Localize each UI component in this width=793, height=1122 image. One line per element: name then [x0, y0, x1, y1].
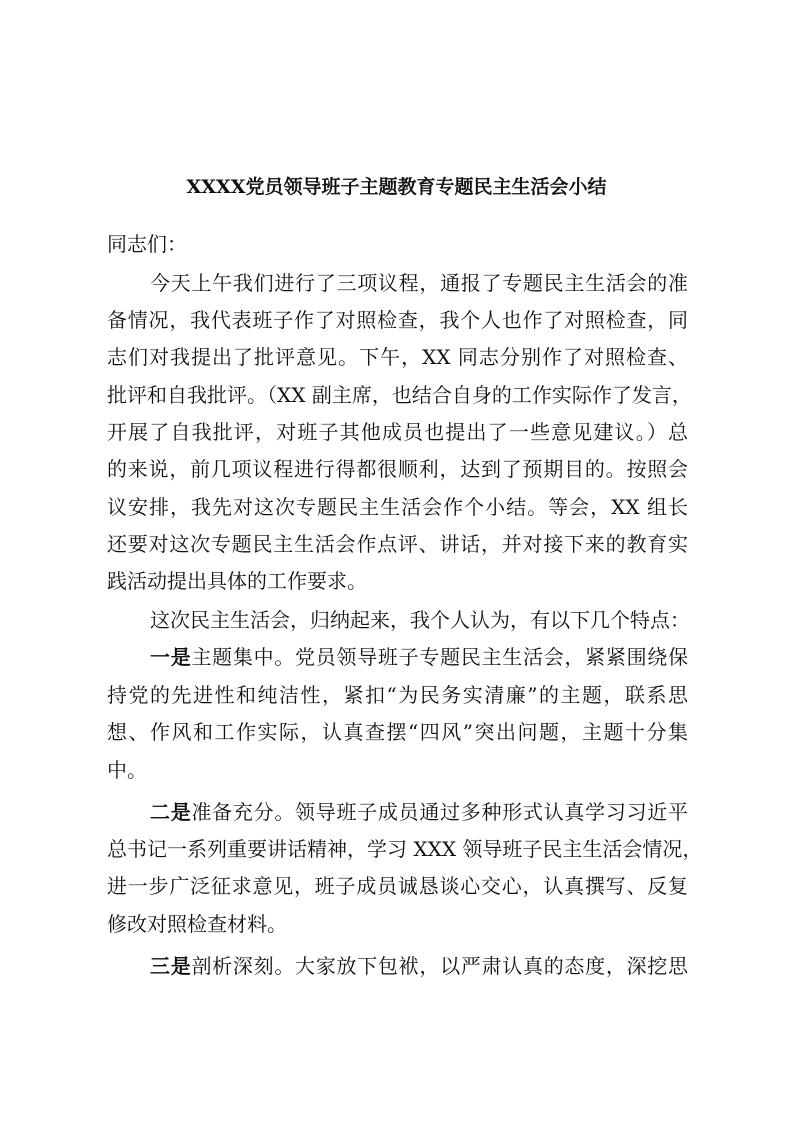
line-text: 总书记一系列重要讲话精神，学习 XXX 领导班子民主生活会情况，: [107, 837, 703, 861]
text-line: [107, 758, 688, 782]
text-line: [107, 308, 688, 332]
line-text: 的来说，前几项议程进行得都很顺利，达到了预期目的。按照会: [107, 457, 688, 481]
text-line: [107, 457, 688, 481]
text-line: [107, 532, 688, 556]
text-line: [107, 569, 688, 593]
text-line: [107, 720, 688, 744]
text-line: [107, 420, 688, 444]
line-text: 这次民主生活会，归纳起来，我个人认为，有以下几个特点：: [150, 608, 690, 632]
line-text: 批评和自我批评。（XX 副主席，也结合自身的工作实际作了发言，: [107, 383, 692, 407]
line-text: 践活动提出具体的工作要求。: [107, 569, 367, 593]
text-line: [107, 912, 688, 936]
text-line: [150, 800, 688, 824]
point-lead: 二是: [150, 800, 192, 824]
line-text: 中。: [107, 758, 147, 782]
line-text: 进一步广泛征求意见，班子成员诚恳谈心交心，认真撰写、反复: [107, 874, 688, 898]
line-text: 持党的先进性和纯洁性，紧扣“为民务实清廉”的主题，联系思: [107, 683, 688, 707]
line-text: 准备充分。领导班子成员通过多种形式认真学习习近平: [191, 800, 689, 824]
line-text: 主题集中。党员领导班子专题民主生活会，紧紧围绕保: [191, 645, 689, 669]
point-lead: 一是: [150, 645, 192, 669]
line-text: 议安排，我先对这次专题民主生活会作个小结。等会，XX 组长: [107, 495, 688, 519]
text-line: [150, 954, 688, 978]
text-line: [107, 383, 692, 407]
line-text: 志们对我提出了批评意见。下午，XX 同志分别作了对照检查、: [107, 345, 688, 369]
text-line: [107, 232, 688, 256]
line-text: 想、作风和工作实际，认真查摆“四风”突出问题，主题十分集: [107, 720, 688, 744]
text-line: [107, 495, 688, 519]
line-text: 备情况，我代表班子作了对照检查，我个人也作了对照检查，同: [107, 308, 688, 332]
line-text: 同志们：: [107, 232, 187, 256]
text-line: [150, 608, 688, 632]
line-text: 还要对这次专题民主生活会作点评、讲话，并对接下来的教育实: [107, 532, 688, 556]
text-line: [107, 345, 688, 369]
line-text: 今天上午我们进行了三项议程，通报了专题民主生活会的准: [150, 271, 688, 295]
document-title: XXXX党员领导班子主题教育专题民主生活会小结: [186, 176, 607, 198]
text-line: [107, 683, 688, 707]
text-line: [107, 874, 688, 898]
text-line: [107, 837, 703, 861]
line-text: 修改对照检查材料。: [107, 912, 287, 936]
line-text: 开展了自我批评，对班子其他成员也提出了一些意见建议。）总: [107, 420, 688, 444]
line-text: 剖析深刻。大家放下包袱，以严肃认真的态度，深挖思: [191, 954, 689, 978]
text-line: [150, 645, 688, 669]
text-line: [150, 271, 688, 295]
point-lead: 三是: [150, 954, 192, 978]
